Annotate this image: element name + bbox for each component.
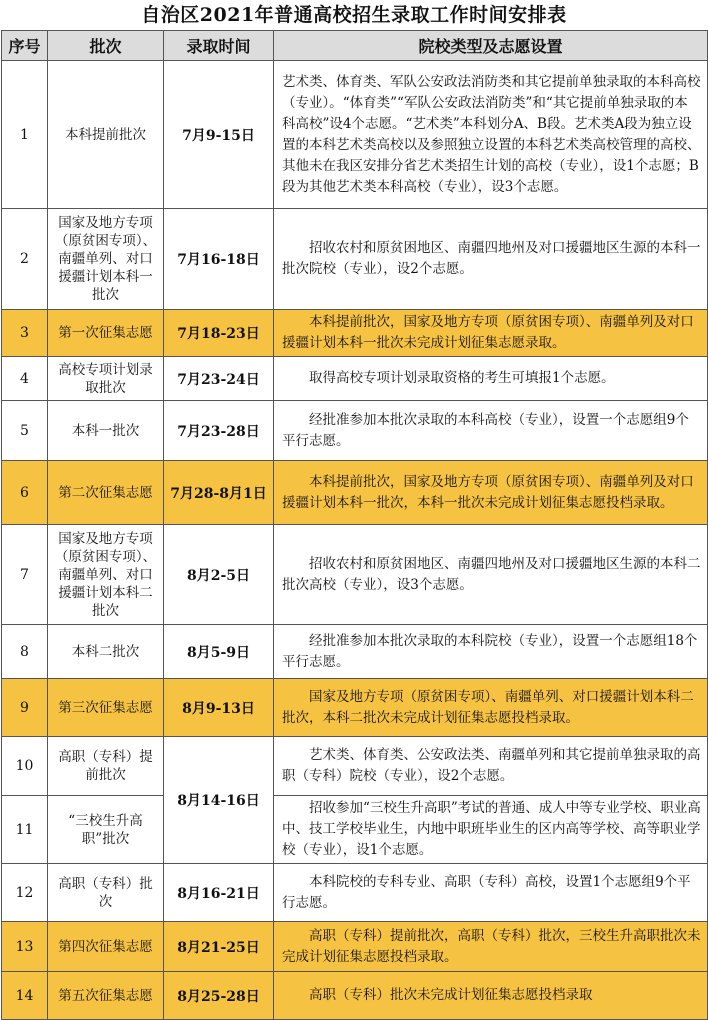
row-batch: “三校生升高职”批次 [48,796,164,864]
row-no: 6 [2,461,48,525]
table-row [2,737,708,796]
row-time: 7月9-15日 [164,61,274,209]
header-time: 录取时间 [164,31,274,61]
row-time: 8月5-9日 [164,625,274,679]
row-desc: 艺术类、体育类、公安政法类、南疆单列和其它提前单独录取的高职（专科）院校（专业），设2个志愿。 [274,737,708,796]
row-time: 8月25-28日 [164,972,274,1020]
row-desc: 招收农村和原贫困地区、南疆四地州及对口援疆地区生源的本科二批次高校（专业），设3个志愿。 [274,525,708,625]
table-row [2,796,708,864]
table-row-highlight [2,310,708,357]
table-row [2,209,708,310]
table-row [2,525,708,625]
row-batch: 第二次征集志愿 [48,461,164,525]
table-row-highlight [2,679,708,737]
row-no: 14 [2,972,48,1020]
row-desc: 本科提前批次，国家及地方专项（原贫困专项）、南疆单列及对口援疆计划本科一批次未完成计划征集志愿录取。 [274,310,708,357]
row-time: 8月21-25日 [164,922,274,972]
row-desc: 高职（专科）批次未完成计划征集志愿投档录取 [274,972,708,1020]
table-row [2,61,708,209]
table-row-highlight [2,922,708,972]
row-no: 13 [2,922,48,972]
row-no: 4 [2,357,48,401]
table-row [2,401,708,461]
table-row-highlight [2,461,708,525]
table-row-highlight [2,972,708,1020]
row-time: 7月28-8月1日 [164,461,274,525]
row-batch: 高校专项计划录取批次 [48,357,164,401]
row-desc: 招收农村和原贫困地区、南疆四地州及对口援疆地区生源的本科一批次院校（专业），设2个志愿。 [274,209,708,310]
page-title: 自治区2021年普通高校招生录取工作时间安排表 [141,4,567,26]
row-batch: 第三次征集志愿 [48,679,164,737]
row-no: 7 [2,525,48,625]
row-time: 7月23-28日 [164,401,274,461]
row-batch: 国家及地方专项（原贫困专项）、南疆单列、对口援疆计划本科二批次 [48,525,164,625]
row-no: 10 [2,737,48,796]
row-desc: 经批准参加本批次录取的本科高校（专业），设置一个志愿组9个平行志愿。 [274,401,708,461]
row-no: 11 [2,796,48,864]
header-batch: 批次 [48,31,164,61]
row-no: 8 [2,625,48,679]
row-time: 8月9-13日 [164,679,274,737]
row-desc: 国家及地方专项（原贫困专项）、南疆单列、对口援疆计划本科二批次，本科二批次未完成计划征集志愿投档录取。 [274,679,708,737]
table-row [2,864,708,922]
row-desc: 艺术类、体育类、军队公安政法消防类和其它提前单独录取的本科高校（专业）。“体育类”“军队公安政法消防类”和“其它提前单独录取的本科高校”设4个志愿。“艺术类”本科划分A、B段。艺术类A段为独立设置的本科艺术类高校以及参照独立设置的本科艺术类高校管理的高校、其他未在我区安排分省艺术类招生计划的高校（专业），设1个志愿；B段为其他艺术类本科高校（专业），设3个志愿。 [274,61,708,209]
row-batch: 本科一批次 [48,401,164,461]
row-desc: 高职（专科）提前批次，高职（专科）批次，三校生升高职批次未完成计划征集志愿投档录取。 [274,922,708,972]
table-row [2,357,708,401]
row-batch: 高职（专科）提前批次 [48,737,164,796]
row-desc: 招收参加“三校生升高职”考试的普通、成人中等专业学校、职业高中、技工学校毕业生，内地中职班毕业生的区内高等学校、高等职业学校（专业），设1个志愿。 [274,796,708,864]
table-header-row [2,31,708,61]
row-batch: 第五次征集志愿 [48,972,164,1020]
row-batch: 高职（专科）批次 [48,864,164,922]
row-batch: 国家及地方专项（原贫困专项）、南疆单列、对口援疆计划本科一批次 [48,209,164,310]
row-time: 7月16-18日 [164,209,274,310]
header-desc: 院校类型及志愿设置 [274,31,708,61]
row-desc: 本科院校的专科专业、高职（专科）高校，设置1个志愿组9个平行志愿。 [274,864,708,922]
row-batch: 第四次征集志愿 [48,922,164,972]
row-batch: 第一次征集志愿 [48,310,164,357]
row-desc: 本科提前批次，国家及地方专项（原贫困专项）、南疆单列及对口援疆计划本科一批次，本科一批次未完成计划征集志愿投档录取。 [274,461,708,525]
row-time: 7月23-24日 [164,357,274,401]
row-time: 8月2-5日 [164,525,274,625]
header-no: 序号 [2,31,48,61]
row-time: 7月18-23日 [164,310,274,357]
schedule-table [1,30,708,1020]
row-no: 9 [2,679,48,737]
row-batch: 本科提前批次 [48,61,164,209]
row-desc: 经批准参加本批次录取的本科院校（专业），设置一个志愿组18个平行志愿。 [274,625,708,679]
row-no: 3 [2,310,48,357]
row-no: 2 [2,209,48,310]
row-no: 1 [2,61,48,209]
row-batch: 本科二批次 [48,625,164,679]
row-desc: 取得高校专项计划录取资格的考生可填报1个志愿。 [274,357,708,401]
row-time: 8月16-21日 [164,864,274,922]
row-time: 8月14-16日 [164,737,274,864]
table-row [2,625,708,679]
row-no: 5 [2,401,48,461]
row-no: 12 [2,864,48,922]
